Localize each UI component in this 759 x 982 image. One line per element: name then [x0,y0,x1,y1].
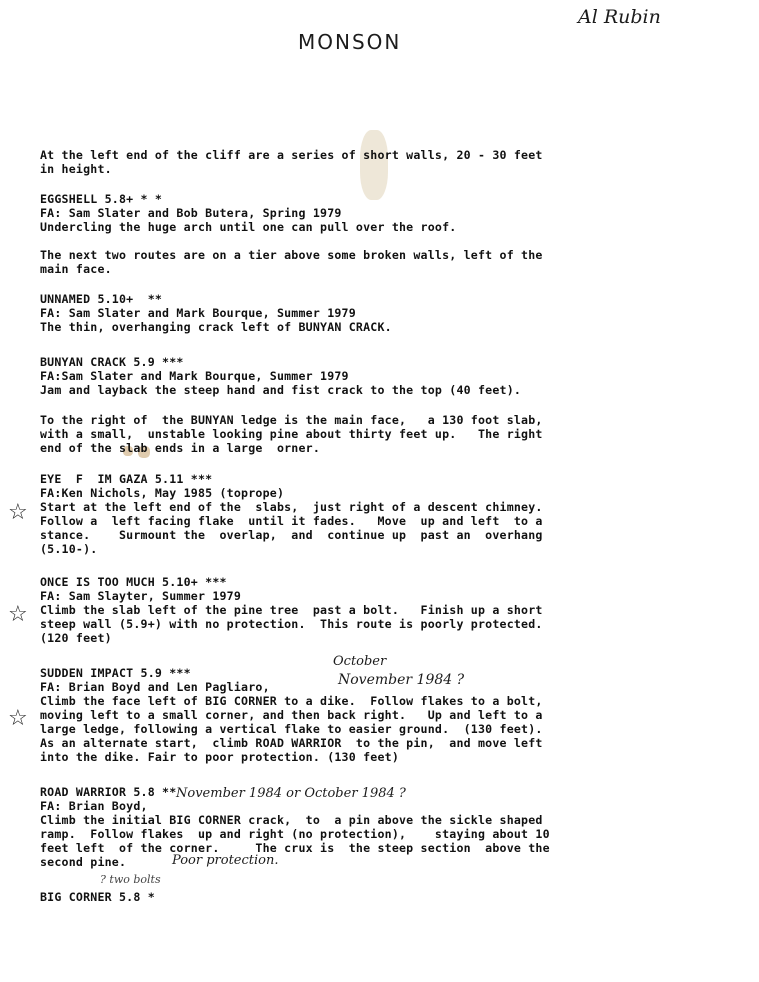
text-line: Follow a left facing flake until it fades. Move up and left to a [40,514,543,528]
route-heading: ROAD WARRIOR 5.8 ** [40,785,177,799]
text-line: Start at the left end of the slabs, just right of a descent chimney. [40,500,543,514]
text-line: in height. [40,162,112,176]
route-heading: BUNYAN CRACK 5.9 *** [40,355,184,369]
text-line: The thin, overhanging crack left of BUNYAN CRACK. [40,320,392,334]
text-line: feet left of the corner. The crux is the steep section above the [40,841,550,855]
text-line: Jam and layback the steep hand and fist crack to the top (40 feet). [40,383,522,397]
handwritten-date-note: November 1984 or October 1984 ? [176,786,406,801]
route-heading: BIG CORNER 5.8 * [40,890,155,904]
handwritten-name: Al Rubin [578,6,661,28]
text-line: Climb the slab left of the pine tree past a bolt. Finish up a short [40,603,543,617]
first-ascent-line: FA: Brian Boyd and Len Pagliaro, [40,680,270,694]
route-heading: ONCE IS TOO MUCH 5.10+ *** [40,575,227,589]
text-line: Climb the face left of BIG CORNER to a dike. Follow flakes to a bolt, [40,694,543,708]
handwritten-title: MONSON [298,30,402,54]
handwritten-date-top: October [333,654,387,669]
text-line: (5.10-). [40,542,98,556]
route-heading: SUDDEN IMPACT 5.9 *** [40,666,191,680]
text-line: Undercling the huge arch until one can pull over the roof. [40,220,457,234]
text-line: As an alternate start, climb ROAD WARRIOR to the pin, and move left [40,736,543,750]
paper-stain [360,130,388,200]
text-line: into the dike. Fair to poor protection. (130 feet) [40,750,400,764]
star-mark-icon: ☆ [8,500,28,525]
text-line: stance. Surmount the overlap, and continue up past an overhang [40,528,543,542]
first-ascent-line: FA: Brian Boyd, [40,799,148,813]
text-line: Climb the initial BIG CORNER crack, to a pin above the sickle shaped [40,813,543,827]
text-line: steep wall (5.9+) with no protection. This route is poorly protected. [40,617,543,631]
text-line: At the left end of the cliff are a series of short walls, 20 - 30 feet [40,148,543,162]
first-ascent-line: FA:Ken Nichols, May 1985 (toprope) [40,486,285,500]
route-heading: UNNAMED 5.10+ ** [40,292,163,306]
text-line: ramp. Follow flakes up and right (no protection), staying about 10 [40,827,550,841]
first-ascent-line: FA: Sam Slater and Bob Butera, Spring 1979 [40,206,342,220]
handwritten-bolts-note: ? two bolts [100,873,161,886]
text-line: with a small, unstable looking pine about thirty feet up. The right [40,427,543,441]
route-heading: EYE F IM GAZA 5.11 *** [40,472,213,486]
text-line: main face. [40,262,112,276]
handwritten-protection-note: Poor protection. [172,853,279,868]
text-line: The next two routes are on a tier above some broken walls, left of the [40,248,543,262]
first-ascent-line: FA: Sam Slater and Mark Bourque, Summer 1979 [40,306,356,320]
text-line: moving left to a small corner, and then back right. Up and left to a [40,708,543,722]
first-ascent-line: FA: Sam Slayter, Summer 1979 [40,589,242,603]
text-line: end of the slab ends in a large orner. [40,441,321,455]
route-heading: EGGSHELL 5.8+ * * [40,192,163,206]
text-line: To the right of the BUNYAN ledge is the main face, a 130 foot slab, [40,413,543,427]
star-mark-icon: ☆ [8,602,28,627]
text-line: large ledge, following a vertical flake to easier ground. (130 feet). [40,722,543,736]
star-mark-icon: ☆ [8,706,28,731]
handwritten-date: November 1984 ? [338,672,465,688]
first-ascent-line: FA:Sam Slater and Mark Bourque, Summer 1979 [40,369,349,383]
text-line: second pine. [40,855,127,869]
text-line: (120 feet) [40,631,112,645]
